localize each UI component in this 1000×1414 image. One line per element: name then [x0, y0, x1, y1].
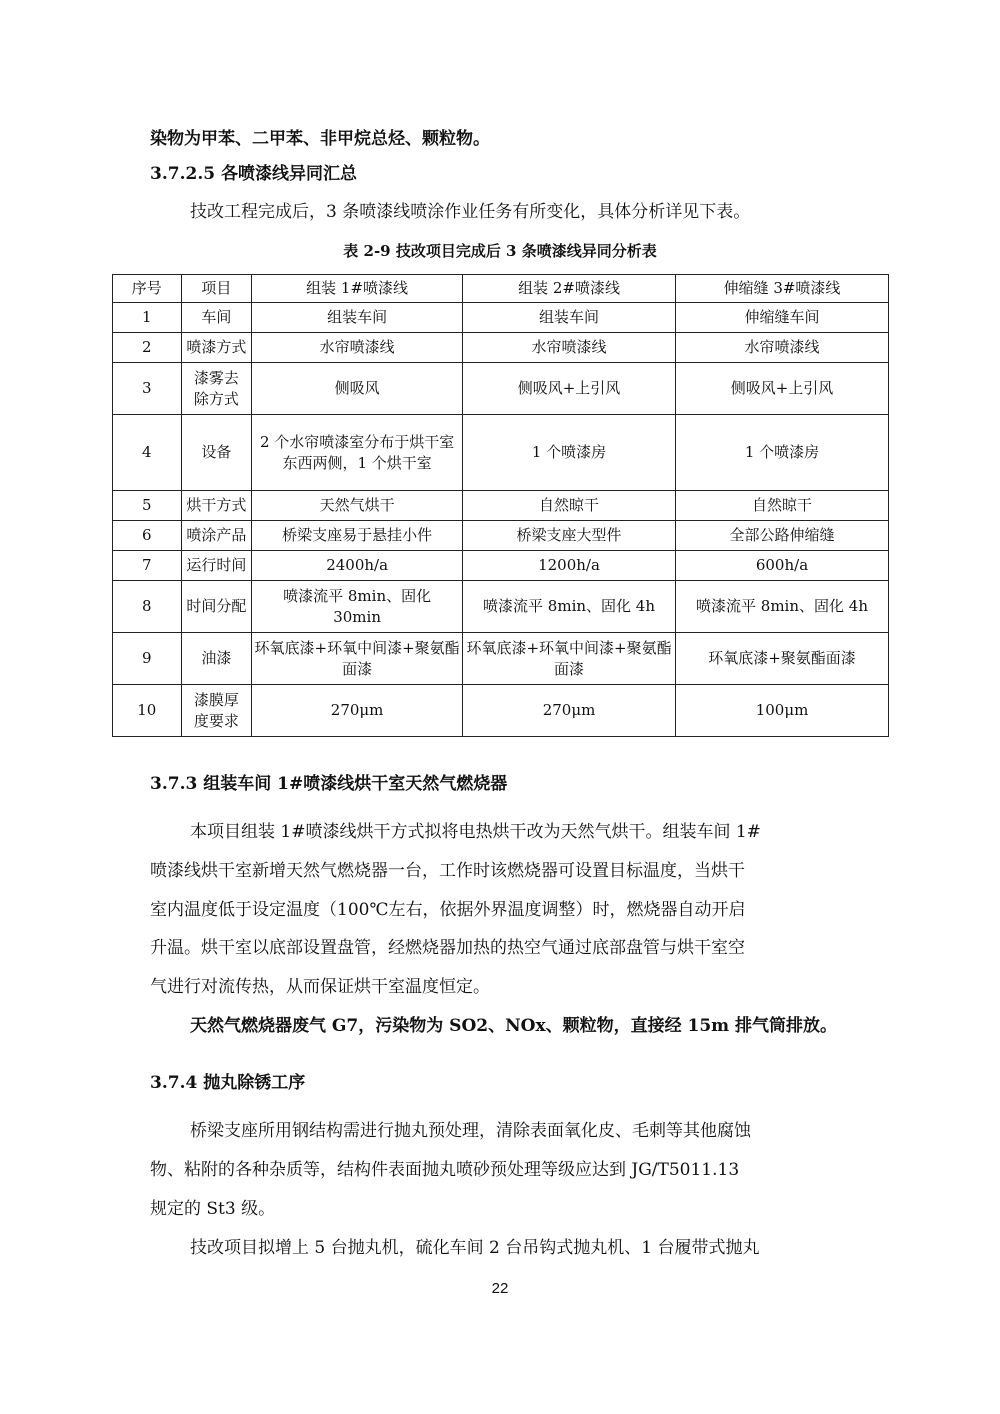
- table-cell: 侧吸风+上引风: [463, 363, 676, 415]
- table-cell: 6: [113, 521, 182, 551]
- table-cell: 运行时间: [181, 551, 252, 581]
- emission-note: 天然气燃烧器废气 G7，污染物为 SO2、NOx、颗粒物，直接经 15m 排气筒排放。: [190, 1016, 838, 1036]
- paragraph-line: 喷漆线烘干室新增天然气燃烧器一台，工作时该燃烧器可设置目标温度，当烘干: [150, 861, 745, 881]
- table-cell: 漆雾去除方式: [181, 363, 252, 415]
- table-row: [113, 415, 889, 491]
- table-cell: 伸缩缝车间: [676, 303, 889, 333]
- table-cell: 全部公路伸缩缝: [676, 521, 889, 551]
- table-row: [113, 521, 889, 551]
- paragraph-line: 技改项目拟增上 5 台抛丸机，硫化车间 2 台吊钩式抛丸机、1 台履带式抛丸: [190, 1238, 760, 1258]
- table-cell: 水帘喷漆线: [252, 333, 463, 363]
- table-caption: 表 2-9 技改项目完成后 3 条喷漆线异同分析表: [343, 242, 657, 260]
- header-cell: 伸缩缝 3#喷漆线: [676, 275, 889, 303]
- table-cell: 喷漆流平 8min、固化 4h: [463, 581, 676, 633]
- paragraph-line: 桥梁支座所用钢结构需进行抛丸预处理，清除表面氧化皮、毛刺等其他腐蚀: [190, 1121, 751, 1141]
- paragraph-line: 室内温度低于设定温度（100℃左右，依据外界温度调整）时，燃烧器自动开启: [150, 900, 746, 920]
- intro-line: 染物为甲苯、二甲苯、非甲烷总烃、颗粒物。: [150, 129, 490, 149]
- table-cell: 喷漆方式: [181, 333, 252, 363]
- table-cell: 1 个喷漆房: [463, 415, 676, 491]
- table-cell: 100μm: [676, 685, 889, 737]
- table-cell: 9: [113, 633, 182, 685]
- table-row: [113, 633, 889, 685]
- table-cell: 1 个喷漆房: [676, 415, 889, 491]
- table-cell: 2: [113, 333, 182, 363]
- table-cell: 水帘喷漆线: [676, 333, 889, 363]
- table-cell: 漆膜厚度要求: [181, 685, 252, 737]
- table-row: [113, 333, 889, 363]
- page-number: 22: [491, 1280, 509, 1297]
- table-cell: 桥梁支座易于悬挂小件: [252, 521, 463, 551]
- table-cell: 4: [113, 415, 182, 491]
- table-row: [113, 363, 889, 415]
- table-cell: 组装车间: [252, 303, 463, 333]
- table-cell: 车间: [181, 303, 252, 333]
- table-cell: 时间分配: [181, 581, 252, 633]
- table-cell: 600h/a: [676, 551, 889, 581]
- table-cell: 喷涂产品: [181, 521, 252, 551]
- section-heading-3-7-3: 3.7.3 组装车间 1#喷漆线烘干室天然气燃烧器: [150, 774, 508, 794]
- section-heading-3-7-2-5: 3.7.2.5 各喷漆线异同汇总: [150, 164, 357, 184]
- section-paragraph: 技改工程完成后，3 条喷漆线喷涂作业任务有所变化，具体分析详见下表。: [190, 202, 751, 222]
- table-cell: 8: [113, 581, 182, 633]
- table-cell: 油漆: [181, 633, 252, 685]
- table-cell: 侧吸风: [252, 363, 463, 415]
- table-row: [113, 551, 889, 581]
- table-cell: 7: [113, 551, 182, 581]
- table-cell: 喷漆流平 8min、固化 4h: [676, 581, 889, 633]
- table-cell: 环氧底漆+环氧中间漆+聚氨酯面漆: [252, 633, 463, 685]
- header-cell: 组装 2#喷漆线: [463, 275, 676, 303]
- table-row: [113, 685, 889, 737]
- table-cell: 1: [113, 303, 182, 333]
- table-cell: 设备: [181, 415, 252, 491]
- table-cell: 270μm: [463, 685, 676, 737]
- table-cell: 270μm: [252, 685, 463, 737]
- table-row: [113, 581, 889, 633]
- table-cell: 桥梁支座大型件: [463, 521, 676, 551]
- table-row: [113, 303, 889, 333]
- header-cell: 组装 1#喷漆线: [252, 275, 463, 303]
- table-header-row: [113, 275, 889, 303]
- table-cell: 2 个水帘喷漆室分布于烘干室东西两侧，1 个烘干室: [252, 415, 463, 491]
- paragraph-line: 规定的 St3 级。: [150, 1199, 276, 1219]
- table-cell: 喷漆流平 8min、固化 30min: [252, 581, 463, 633]
- paragraph-line: 物、粘附的各种杂质等，结构件表面抛丸喷砂预处理等级应达到 JG/T5011.13: [150, 1160, 740, 1180]
- table-cell: 天然气烘干: [252, 491, 463, 521]
- table-cell: 水帘喷漆线: [463, 333, 676, 363]
- table-cell: 环氧底漆+聚氨酯面漆: [676, 633, 889, 685]
- paragraph-line: 本项目组装 1#喷漆线烘干方式拟将电热烘干改为天然气烘干。组装车间 1#: [190, 822, 761, 842]
- table-cell: 10: [113, 685, 182, 737]
- table-cell: 自然晾干: [463, 491, 676, 521]
- header-cell: 序号: [113, 275, 182, 303]
- section-heading-3-7-4: 3.7.4 抛丸除锈工序: [150, 1073, 306, 1093]
- table-cell: 自然晾干: [676, 491, 889, 521]
- table-cell: 环氧底漆+环氧中间漆+聚氨酯面漆: [463, 633, 676, 685]
- header-cell: 项目: [181, 275, 252, 303]
- table-row: [113, 491, 889, 521]
- table-cell: 侧吸风+上引风: [676, 363, 889, 415]
- table-cell: 1200h/a: [463, 551, 676, 581]
- paragraph-line: 气进行对流传热，从而保证烘干室温度恒定。: [150, 977, 490, 997]
- table-cell: 3: [113, 363, 182, 415]
- table-cell: 烘干方式: [181, 491, 252, 521]
- table-cell: 2400h/a: [252, 551, 463, 581]
- paragraph-line: 升温。烘干室以底部设置盘管，经燃烧器加热的热空气通过底部盘管与烘干室空: [150, 938, 745, 958]
- comparison-table: [112, 274, 889, 737]
- table-cell: 组装车间: [463, 303, 676, 333]
- table-cell: 5: [113, 491, 182, 521]
